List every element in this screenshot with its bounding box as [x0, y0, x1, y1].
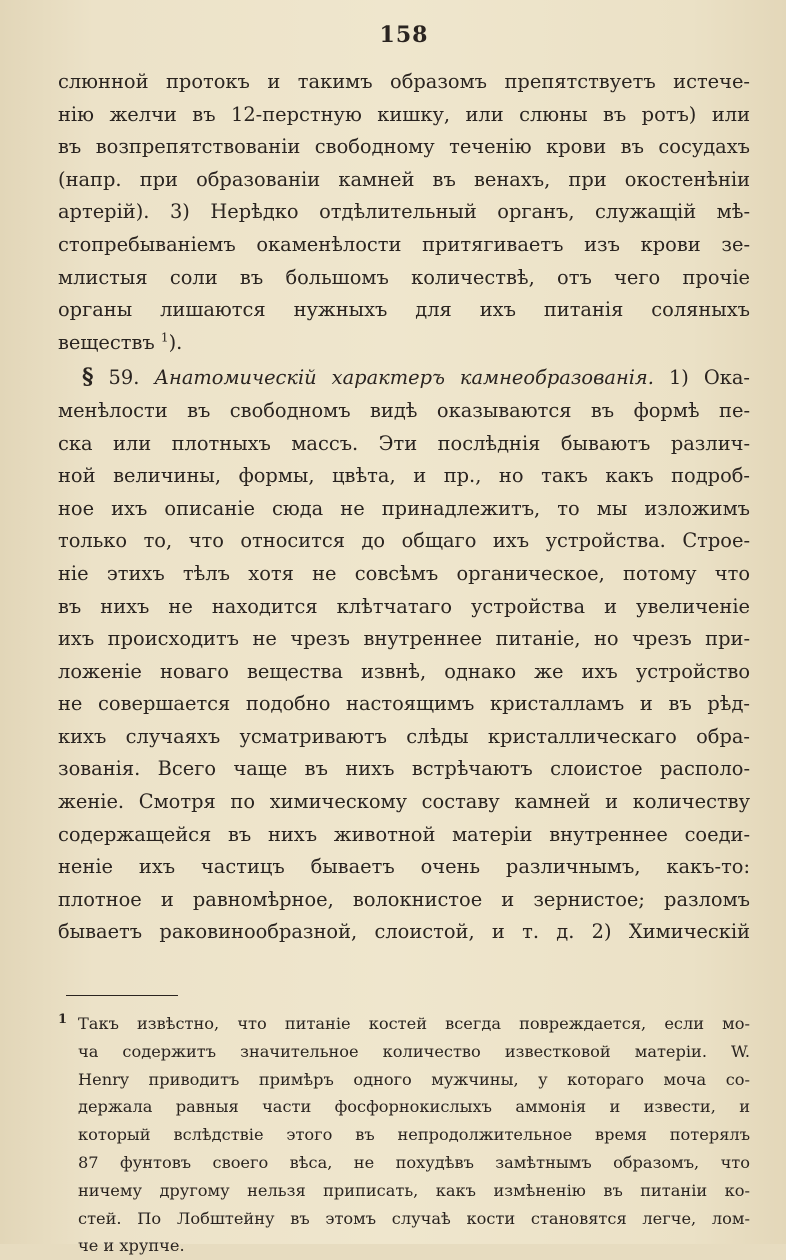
text-line: неніе ихъ частицъ бываетъ очень различнымъ, какъ-то:: [58, 855, 750, 879]
text-line: артерій). 3) Нерѣдко отдѣлительный органъ, служащій мѣ-: [58, 200, 750, 224]
footnote-line: 87 фунтовъ своего вѣса, не похудѣвъ замѣтнымъ образомъ, что: [78, 1153, 750, 1173]
text-line: только то, что относится до общаго ихъ устройства. Строе-: [58, 529, 750, 553]
text-line: стопребываніемъ окаменѣлости притягиваетъ изъ крови зе-: [58, 232, 750, 256]
footnote-line: ча содержитъ значительное количество известковой матеріи. W.: [78, 1041, 750, 1061]
text-line-last: [58, 327, 750, 360]
section-heading-line: [58, 361, 750, 395]
paragraph-1: [58, 66, 750, 359]
text-line: млистыя соли въ большомъ количествѣ, отъ чего прочіе: [58, 265, 750, 289]
footnote-line: держала равныя части фосфорнокислыхъ аммонія и извести, и: [78, 1097, 750, 1117]
footnote: [58, 1010, 750, 1260]
text-line: въ возпрепятствованіи свободному теченію крови въ сосудахъ: [58, 135, 750, 159]
text-line: бываетъ раковинообразной, слоистой, и т. д. 2) Химическій: [58, 920, 750, 944]
section-first-line-tail: 1) Ока-: [668, 366, 750, 390]
text-line: ложеніе новаго вещества извнѣ, однако же ихъ устройство: [58, 659, 750, 683]
footnote-line: стей. По Лобштейну въ этомъ случаѣ кости становятся легче, лом-: [78, 1208, 750, 1228]
footnote-line: Такъ извѣстно, что питаніе костей всегда повреждается, если мо-: [78, 1014, 750, 1034]
text-line: ихъ происходитъ не чрезъ внутреннее питаніе, но чрезъ при-: [58, 627, 750, 651]
paragraph-2: [58, 361, 750, 949]
text-line: нію желчи въ 12-перстную кишку, или слюны въ ротъ) или: [58, 102, 750, 126]
last-line-text: веществъ: [58, 330, 155, 354]
section-sign: §: [82, 364, 94, 391]
page-number: 158: [379, 22, 429, 48]
text-line: женіе. Смотря по химическому составу камней и количеству: [58, 790, 750, 814]
text-line: ніе этихъ тѣлъ хотя не совсѣмъ органическое, потому что: [58, 561, 750, 585]
text-line: кихъ случаяхъ усматриваютъ слѣды кристаллическаго обра-: [58, 724, 750, 748]
text-line: зованія. Всего чаще въ нихъ встрѣчаютъ слоистое располо-: [58, 757, 750, 781]
text-line: ска или плотныхъ массъ. Эти послѣднія бываютъ различ-: [58, 431, 750, 455]
section-number: 59.: [108, 366, 140, 390]
text-line: слюнной протокъ и такимъ образомъ препятствуетъ истече-: [58, 70, 750, 93]
footnote-marker: 1: [58, 1012, 68, 1028]
footnote-line: ничему другому нельзя приписать, какъ измѣненію въ питаніи ко-: [78, 1180, 750, 1200]
text-line: органы лишаются нужныхъ для ихъ питанія соляныхъ: [58, 298, 750, 322]
text-line: содержащейся въ нихъ животной матеріи внутреннее соеди-: [58, 822, 750, 846]
footnote-line: который вслѣдствіе этого въ непродолжительное время потерялъ: [78, 1125, 750, 1145]
main-text: [58, 66, 750, 949]
last-line-tail: ).: [168, 330, 183, 354]
text-line: ное ихъ описаніе сюда не принадлежитъ, то мы изложимъ: [58, 496, 750, 520]
text-line: въ нихъ не находится клѣтчатаго устройства и увеличеніе: [58, 594, 750, 618]
footnote-line-last: че и хрупче.: [78, 1236, 185, 1256]
footnote-reference[interactable]: 1: [160, 330, 169, 345]
text-line: плотное и равномѣрное, волокнистое и зернистое; разломъ: [58, 887, 750, 911]
section-heading: Анатомическій характеръ камнеобразованія.: [154, 366, 654, 390]
text-line: (напр. при образованіи камней въ венахъ, при окостенѣніи: [58, 167, 750, 191]
text-line: ной величины, формы, цвѣта, и пр., но такъ какъ подроб-: [58, 464, 750, 488]
footnote-divider: [66, 995, 178, 996]
text-line: менѣлости въ свободномъ видѣ оказываются въ формѣ пе-: [58, 398, 750, 422]
text-line: не совершается подобно настоящимъ кристалламъ и въ рѣд-: [58, 692, 750, 716]
footnote-line: Henry приводитъ примѣръ одного мужчины, у котораго моча со-: [78, 1069, 750, 1089]
